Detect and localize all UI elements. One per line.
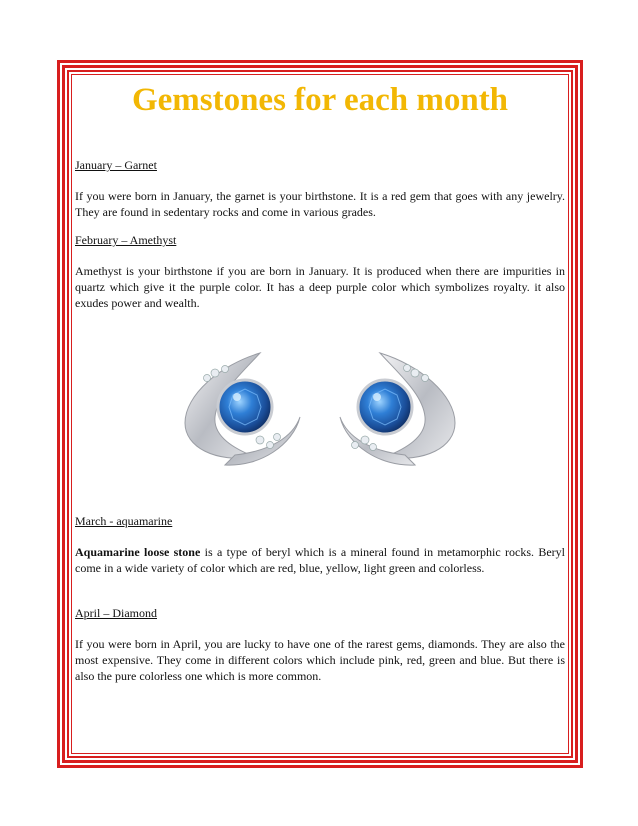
- section-heading-february: February – Amethyst: [75, 233, 177, 247]
- left-earring: [185, 353, 300, 465]
- page-title: Gemstones for each month: [131, 82, 509, 118]
- section-text-january: If you were born in January, the garnet is your birthstone. It is a red gem that goes with any jewelry. They are found in sedentary rocks and come in various grades.: [75, 189, 565, 219]
- right-earring: [340, 353, 455, 465]
- section-text-march: [75, 544, 565, 576]
- section-text-april: If you were born in April, you are lucky to have one of the rarest gems, diamonds. They are also the most expensive. They come in different colors which include pink, red, green and blue. But there is also the pure colorless one which is more common.: [75, 637, 565, 683]
- section-text-february: Amethyst is your birthstone if you are born in January. It is produced when there are impurities in quartz which give it the purple color. It has a deep purple color which symbolizes royalty. it also exudes power and wealth.: [75, 264, 565, 310]
- bold-lead-aquamarine: Aquamarine loose stone: [75, 545, 201, 559]
- section-heading-april: April – Diamond: [75, 606, 157, 620]
- blue-gem-earrings-icon: [175, 345, 465, 475]
- section-heading-march: March - aquamarine: [75, 514, 173, 528]
- section-text-march-body: is a type of beryl which is a mineral found in metamorphic rocks. Beryl come in a wide variety of color which are red, blue, yellow, light green and colorless.: [75, 545, 565, 575]
- section-heading-january: January – Garnet: [75, 158, 157, 172]
